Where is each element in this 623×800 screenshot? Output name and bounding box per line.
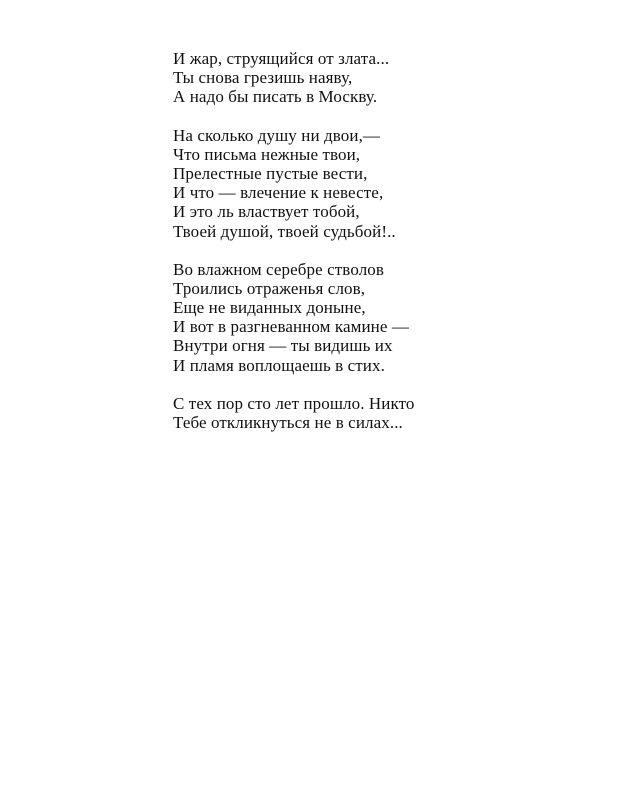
poem-line: И что — влечение к невесте,: [173, 183, 384, 203]
poem-line: И это ль властвует тобой,: [173, 202, 360, 222]
stanza-2: [173, 126, 473, 241]
poem-line: А надо бы писать в Москву.: [173, 87, 378, 107]
poem-line: На сколько душу ни двои,—: [173, 125, 381, 145]
poem-line: Во влажном серебре стволов: [173, 259, 385, 279]
poem-line: И вот в разгневанном камине —: [173, 317, 409, 337]
poem: [173, 49, 473, 451]
poem-line: С тех пор сто лет прошло. Никто: [173, 393, 415, 413]
stanza-1: [173, 49, 473, 107]
poem-line: Тебе откликнуться не в силах...: [173, 413, 403, 432]
poem-line: И жар, струящийся от злата...: [173, 49, 390, 68]
stanza-4: [173, 394, 473, 432]
poem-line: Внутри огня — ты видишь их: [173, 336, 393, 356]
poem-line: И пламя воплощаешь в стих.: [173, 355, 385, 375]
stanza-3: [173, 260, 473, 375]
poem-line: Ты снова грезишь наяву,: [173, 68, 353, 88]
poem-line: Троились отраженья слов,: [173, 278, 366, 298]
poem-line: Прелестные пустые вести,: [173, 163, 368, 183]
poem-line: Что письма нежные твои,: [173, 144, 361, 164]
poem-line: Твоей душой, твоей судьбой!..: [173, 221, 396, 241]
poem-line: Еще не виданных доныне,: [173, 298, 366, 318]
